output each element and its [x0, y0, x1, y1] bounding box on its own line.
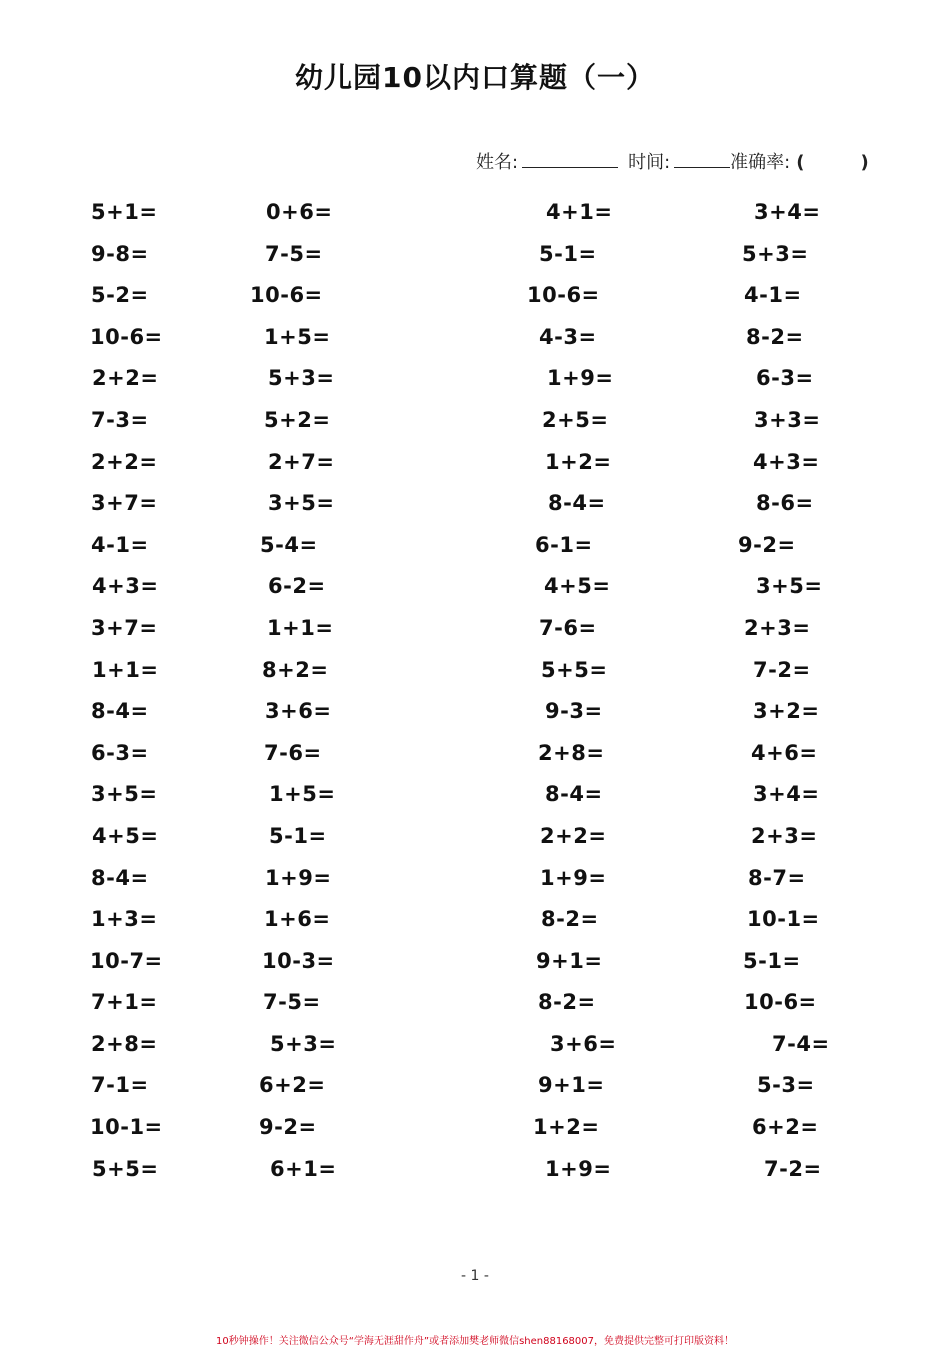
math-problem: 9+1= [536, 948, 603, 973]
math-problem: 5+3= [270, 1031, 337, 1056]
math-problem: 10-1= [90, 1115, 163, 1140]
math-problem: 0+6= [266, 200, 333, 224]
math-problem: 7-5= [265, 241, 323, 266]
problem-row [0, 574, 950, 616]
math-problem: 4-1= [744, 283, 802, 308]
math-problem: 6-2= [268, 574, 326, 599]
footer-note: 10秒钟操作！关注微信公众号“学海无涯甜作舟”或者添加樊老师微信shen88168007，免费提供完整可打印版资料！ [215, 1336, 735, 1347]
math-problem: 5-3= [757, 1073, 815, 1098]
problem-row [0, 616, 950, 658]
math-problem: 1+1= [267, 615, 334, 640]
math-problem: 7-5= [263, 990, 321, 1015]
math-problem: 6-1= [535, 532, 593, 557]
math-problem: 4+5= [544, 574, 611, 599]
math-problem: 3+5= [756, 574, 823, 599]
accuracy-paren-close: ) [860, 152, 869, 173]
math-problem: 1+9= [545, 1156, 612, 1181]
math-problem: 2+8= [91, 1031, 158, 1056]
problem-row [0, 949, 950, 991]
math-problem: 9-8= [91, 241, 149, 266]
problem-row [0, 866, 950, 908]
problem-row [0, 325, 950, 367]
math-problem: 9-2= [738, 532, 796, 557]
math-problem: 2+8= [538, 740, 605, 765]
math-problem: 2+3= [751, 823, 818, 848]
math-problem: 7-3= [91, 407, 149, 432]
problem-row [0, 741, 950, 783]
math-problem: 6+2= [259, 1073, 326, 1098]
math-problem: 5+3= [268, 366, 335, 391]
math-problem: 5+1= [91, 200, 158, 224]
math-problem: 6-3= [756, 366, 814, 391]
math-problem: 1+2= [545, 449, 612, 474]
problem-row [0, 450, 950, 492]
math-problem: 5-1= [269, 823, 327, 848]
problem-row [0, 1073, 950, 1115]
time-label: 时间: [628, 152, 671, 173]
problem-row [0, 1157, 950, 1199]
problem-row [0, 824, 950, 866]
math-problem: 1+9= [265, 865, 332, 890]
math-problem: 1+5= [264, 324, 331, 349]
math-problem: 2+2= [540, 823, 607, 848]
problem-row [0, 491, 950, 533]
math-problem: 8-7= [748, 865, 806, 890]
problem-row [0, 200, 950, 242]
math-problem: 7+1= [91, 990, 158, 1015]
problem-row [0, 699, 950, 741]
math-problem: 10-6= [90, 324, 163, 349]
math-problem: 5+3= [742, 241, 809, 266]
math-problem: 8-4= [91, 865, 149, 890]
math-problem: 10-6= [250, 283, 323, 308]
math-problem: 8-6= [756, 491, 814, 516]
math-problem: 2+7= [268, 449, 335, 474]
math-problem: 8-2= [746, 324, 804, 349]
math-problem: 7-1= [91, 1073, 149, 1098]
problem-row [0, 408, 950, 450]
math-problem: 2+3= [744, 615, 811, 640]
problem-row [0, 1115, 950, 1157]
math-problem: 5+5= [541, 657, 608, 682]
math-problem: 2+2= [92, 366, 159, 391]
math-problem: 5-1= [539, 241, 597, 266]
math-problem: 7-4= [772, 1031, 830, 1056]
math-problem: 4+5= [92, 823, 159, 848]
math-problem: 3+2= [753, 699, 820, 724]
math-problem: 8-4= [548, 491, 606, 516]
math-problem: 10-3= [262, 948, 335, 973]
problem-row [0, 1032, 950, 1074]
math-problem: 3+3= [754, 407, 821, 432]
time-blank [674, 149, 730, 168]
math-problem: 7-2= [753, 657, 811, 682]
math-problem: 9-2= [259, 1115, 317, 1140]
math-problem: 4-3= [539, 324, 597, 349]
math-problem: 2+2= [91, 449, 158, 474]
math-problem: 7-6= [539, 615, 597, 640]
math-problem: 5-2= [91, 283, 149, 308]
math-problem: 8+2= [262, 657, 329, 682]
math-problem: 7-2= [764, 1156, 822, 1181]
math-problem: 3+4= [754, 200, 821, 224]
math-problem: 8-4= [91, 699, 149, 724]
math-problem: 4+3= [92, 574, 159, 599]
math-problem: 3+7= [91, 491, 158, 516]
math-problem: 4+1= [546, 200, 613, 224]
math-problem: 10-6= [527, 283, 600, 308]
math-problem: 6+1= [270, 1156, 337, 1181]
math-problem: 3+7= [91, 615, 158, 640]
math-problem: 7-6= [264, 740, 322, 765]
math-problem: 4+3= [753, 449, 820, 474]
math-problem: 4+6= [751, 740, 818, 765]
accuracy-paren-open: ( [796, 152, 805, 173]
math-problem: 5-1= [743, 948, 801, 973]
math-problem: 5+5= [92, 1156, 159, 1181]
math-problem: 1+9= [540, 865, 607, 890]
math-problem: 1+5= [269, 782, 336, 807]
math-problem: 10-6= [744, 990, 817, 1015]
problem-row [0, 658, 950, 700]
math-problem: 9+1= [538, 1073, 605, 1098]
math-problem: 9-3= [545, 699, 603, 724]
problem-row [0, 366, 950, 408]
problem-row [0, 283, 950, 325]
math-problem: 4-1= [91, 532, 149, 557]
math-problem: 1+2= [533, 1115, 600, 1140]
math-problem: 3+4= [753, 782, 820, 807]
math-problem: 5-4= [260, 532, 318, 557]
math-problem: 10-1= [747, 907, 820, 932]
problem-row [0, 533, 950, 575]
math-problem: 1+3= [91, 907, 158, 932]
name-label: 姓名: [476, 152, 519, 173]
math-problem: 1+9= [547, 366, 614, 391]
problem-row [0, 242, 950, 284]
math-problem: 1+1= [92, 657, 159, 682]
math-problem: 10-7= [90, 948, 163, 973]
problem-grid [0, 200, 950, 1198]
student-info-line [476, 148, 869, 174]
page-title: 幼儿园10以内口算题（一） [295, 61, 655, 94]
math-problem: 1+6= [264, 907, 331, 932]
problem-row [0, 907, 950, 949]
math-problem: 8-2= [538, 990, 596, 1015]
problem-row [0, 782, 950, 824]
math-problem: 3+5= [268, 491, 335, 516]
math-problem: 3+6= [550, 1031, 617, 1056]
math-problem: 3+5= [91, 782, 158, 807]
math-problem: 6-3= [91, 740, 149, 765]
name-blank [522, 149, 618, 168]
page-number: - 1 - [461, 1268, 489, 1284]
math-problem: 6+2= [752, 1115, 819, 1140]
math-problem: 3+6= [265, 699, 332, 724]
math-problem: 5+2= [264, 407, 331, 432]
accuracy-label: 准确率: [730, 152, 791, 173]
math-problem: 2+5= [542, 407, 609, 432]
math-problem: 8-2= [541, 907, 599, 932]
problem-row [0, 990, 950, 1032]
math-problem: 8-4= [545, 782, 603, 807]
